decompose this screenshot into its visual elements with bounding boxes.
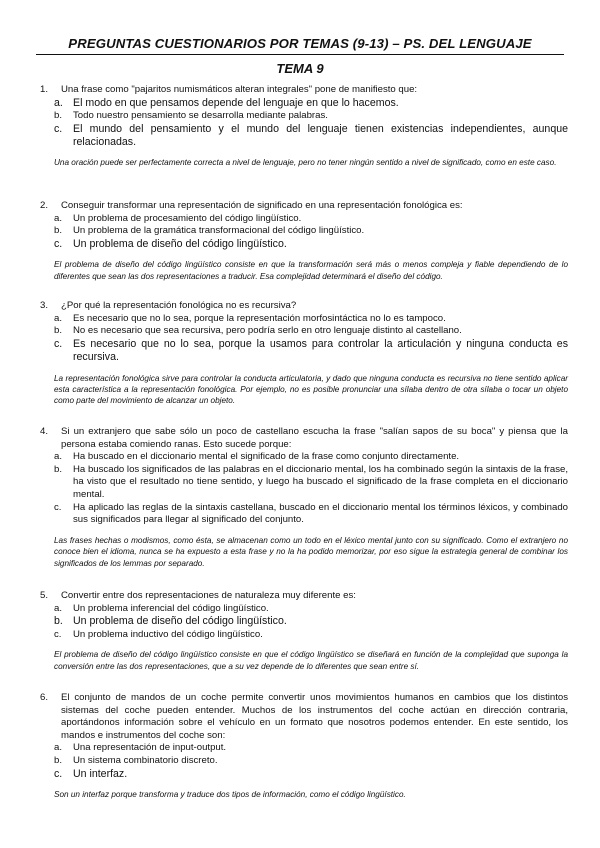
question-2 (40, 200, 568, 282)
option-c: c. Un problema de diseño del código lingüístico. (54, 237, 287, 250)
option-a: a. Una representación de input-output. (54, 742, 227, 754)
option-a: a. El modo en que pensamos depende del lenguaje en que lo hacemos. (54, 96, 399, 109)
explanation: Las frases hechas o modismos, como ésta, se almacenan como un todo en el léxico mental junto con su significado. Como el extranjero no conoce bien el idioma, nunca se ha expuesto a esta frase y no la ha podido memorizar, por eso sigue la estrategia general de combinar los significados de los lemmas por separado. (54, 535, 568, 568)
explanation: Son un interfaz porque transforma y traduce dos tipos de información, como el código lingüístico. (54, 789, 406, 799)
question-text: El conjunto de mandos de un coche permite convertir unos movimientos humanos en cambios que los distintos sistemas del coche pueden entender. Muchos de los instrumentos del coche actúan en dirección contraria, aportándonos información sobre el vehículo en un formato que nosotros podemos entender. En este sentido, los mandos e instrumentos del coche son: (61, 692, 568, 741)
question-1 (40, 84, 568, 169)
question-4 (40, 426, 568, 569)
explanation: El problema de diseño del código lingüístico consiste en que el código lingüístico se diseñará en función de la complejidad que suponga la conversión entre las dos representaciones, que a su vez depende de lo diferentes que sean entre sí. (54, 650, 568, 671)
option-b: b. Un problema de diseño del código lingüístico. (54, 615, 287, 628)
question-text: Conseguir transformar una representación de significado en una representación fonológica es: (61, 200, 463, 211)
question-5 (40, 590, 568, 672)
question-text: ¿Por qué la representación fonológica no es recursiva? (61, 300, 297, 311)
option-c: c. Es necesario que no lo sea, porque la usamos para controlar la articulación y ninguna conducta es recursiva. (54, 337, 568, 364)
question-number: 3. (40, 300, 49, 311)
option-a: a. Un problema de procesamiento del código lingüístico. (54, 212, 302, 224)
option-c: c. El mundo del pensamiento y el mundo del lenguaje tienen existencias independientes, aunque relacionadas. (54, 122, 568, 148)
option-a: a. Ha buscado en el diccionario mental el significado de la frase como conjunto directamente. (54, 451, 460, 463)
question-3 (40, 300, 568, 407)
explanation: El problema de diseño del código lingüístico consiste en que la transformación será más o menos compleja y fiable dependiendo de lo diferentes que sean las dos representaciones a traducir. Esa complejidad determinará el diseño del código. (54, 260, 568, 281)
option-c: c. Un interfaz. (54, 767, 128, 780)
section-title: TEMA 9 (276, 61, 324, 76)
question-number: 4. (40, 426, 49, 437)
option-b: b. Un sistema combinatorio discreto. (54, 754, 218, 766)
question-text: Convertir entre dos representaciones de naturaleza muy diferente es: (61, 590, 356, 601)
option-c: c. Ha aplicado las reglas de la sintaxis castellana, buscado en el diccionario mental los términos léxicos, y combinado sus significados para llegar al significado del conjunto. (54, 501, 568, 526)
option-b: b. Ha buscado los significados de las palabras en el diccionario mental, los ha combinado según la sintaxis de la frase, ha visto que el resultado no tiene sentido, y luego ha buscado el significado de la frase completa en el diccionario mental. (54, 463, 568, 500)
question-number: 1. (40, 84, 49, 95)
option-b: b. Un problema de la gramática transformacional del código lingüístico. (54, 225, 365, 237)
option-b: b. Todo nuestro pensamiento se desarrolla mediante palabras. (54, 110, 328, 121)
explanation: Una oración puede ser perfectamente correcta a nivel de lenguaje, pero no tener ningún sentido a nivel de significado, como en este caso. (54, 158, 557, 168)
question-text: Una frase como "pajaritos numismáticos alteran integrales" pone de manifiesto que: (61, 84, 418, 95)
option-b: b. No es necesario que sea recursiva, pero podría serlo en otro lenguaje distinto al castellano. (54, 325, 462, 337)
question-number: 6. (40, 692, 49, 703)
explanation: La representación fonológica sirve para controlar la conducta articulatoria, y dado que ninguna conducta es recursiva no tiene sentido aplicar esta característica a la representación fonológica. Por ejemplo, no es posible pronunciar una sílaba dentro de otra sílaba o tocar un objeto como parte del movimiento de alcanzar un objeto. (54, 373, 568, 406)
option-a: a. Es necesario que no lo sea, porque la representación morfosintáctica no lo es tampoco. (54, 312, 446, 324)
question-text: Si un extranjero que sabe sólo un poco de castellano escucha la frase "salían sapos de su boca" y piensa que la persona estaba comiendo ranas. Esto sucede porque: (61, 426, 568, 450)
option-a: a. Un problema inferencial del código lingüístico. (54, 602, 269, 614)
page-header: PREGUNTAS CUESTIONARIOS POR TEMAS (9-13) – PS. DEL LENGUAJE (36, 36, 564, 55)
option-c: c. Un problema inductivo del código lingüístico. (54, 628, 263, 640)
question-6 (40, 692, 568, 800)
question-number: 2. (40, 200, 49, 211)
question-number: 5. (40, 590, 49, 601)
